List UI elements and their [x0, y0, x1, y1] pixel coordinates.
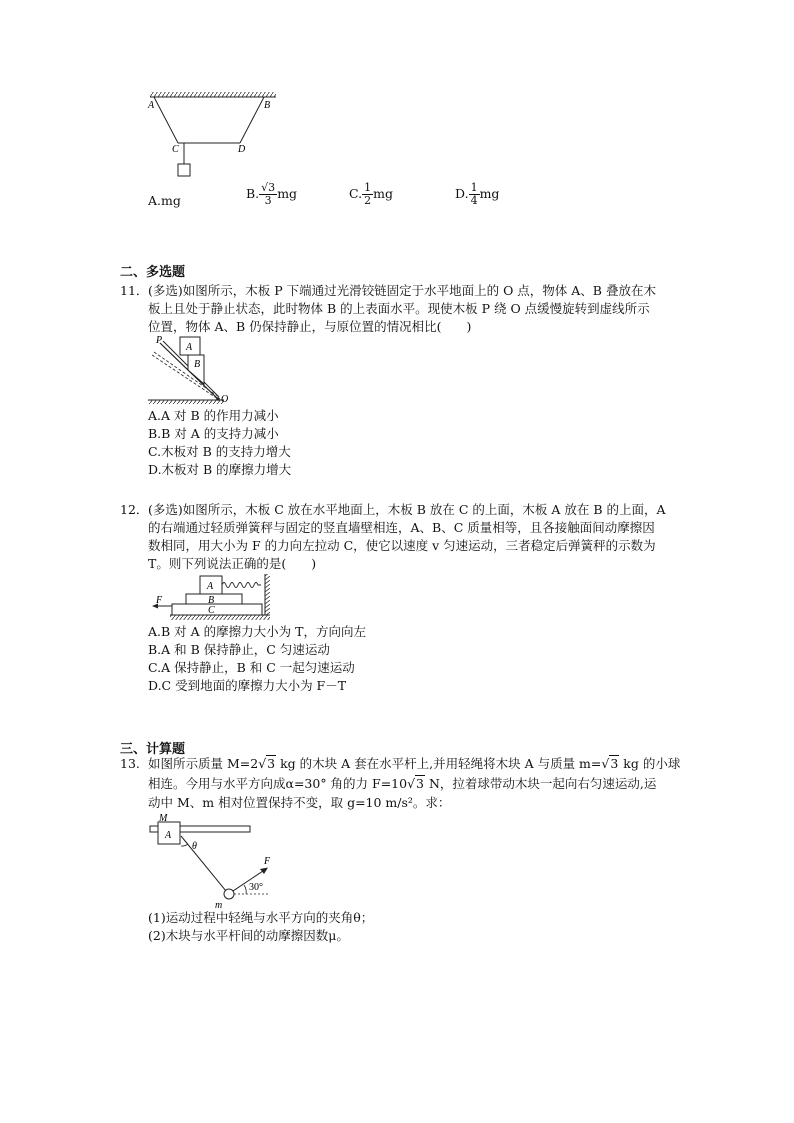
option-prefix: B. — [246, 186, 260, 201]
q10-option-a: A.mg — [148, 193, 181, 208]
board-dashed — [152, 355, 218, 399]
q10-option-d — [455, 182, 499, 207]
label-m-top: M — [159, 813, 168, 824]
text-run: N，拉着球带动木块一起向右匀速运动,运 — [425, 776, 657, 791]
label-c: C — [208, 605, 215, 616]
board-c — [172, 604, 262, 615]
q13-line-2: 相连。今用与水平方向成α=30° 角的力 F=10√3 N，拉着球带动木块一起向右匀速运动,运 — [148, 776, 657, 791]
frac-den: 2 — [364, 194, 372, 207]
label-b: B — [194, 359, 201, 370]
ceiling — [150, 92, 276, 97]
q11-line-3: 位置，物体 A、B 仍保持静止，与原位置的情况相比( ) — [148, 319, 472, 334]
q10-diagram — [140, 88, 290, 183]
rope-ac — [154, 97, 178, 143]
rope-db — [240, 97, 264, 143]
q13-sub-2: (2)木块与水平杆间的动摩擦因数μ。 — [148, 928, 349, 943]
label-m-bottom: m — [215, 900, 223, 910]
option-suffix: mg — [373, 186, 393, 201]
frac-num: 1 — [364, 181, 372, 194]
q13-line-1: 如图所示质量 M=2√3 kg 的木块 A 套在水平杆上,并用轻绳将木块 A 与质量 m=√3 kg 的小球 — [148, 756, 681, 771]
section-title-calculation: 三、计算题 — [120, 742, 186, 757]
label-b: B — [208, 595, 215, 606]
q12-number: 12． — [120, 502, 149, 517]
label-a: A — [148, 100, 155, 111]
label-theta: θ — [192, 841, 197, 852]
q12-option-b: B.A 和 B 保持静止，C 匀速运动 — [148, 642, 330, 657]
q12-line-3: 数相同，用大小为 F 的力向左拉动 C，使它以速度 v 匀速运动，三者稳定后弹簧秤的示数为 — [148, 538, 656, 553]
q12-diagram — [150, 572, 275, 622]
q12-option-a: A.B 对 A 的摩擦力大小为 T，方向向左 — [148, 624, 366, 639]
text-run: kg 的小球 — [619, 756, 681, 771]
frac-num: √3 — [261, 181, 276, 194]
label-b: B — [264, 100, 271, 111]
q13-sub-1: (1)运动过程中轻绳与水平方向的夹角θ； — [148, 910, 374, 925]
wall — [265, 574, 270, 615]
label-a: A — [165, 830, 172, 841]
ground — [148, 400, 224, 404]
q13-number: 13. — [120, 756, 140, 771]
q11-option-a: A.A 对 B 的作用力减小 — [148, 408, 279, 423]
q11-line-2: 板上且处于静止状态，此时物体 B 的上表面水平。现使木板 P 绕 O 点缓慢旋转到虚线所示 — [148, 301, 650, 316]
sqrt-radicand: 3 — [416, 776, 424, 791]
q12-line-4: T。则下列说法正确的是( ) — [148, 556, 317, 571]
label-p: P — [156, 335, 163, 346]
q12-line-1: (多选)如图所示，木板 C 放在水平地面上，木板 B 放在 C 的上面，木板 A 放在 B 的上面，A — [148, 502, 666, 517]
section-title-multi-choice: 二、多选题 — [120, 265, 186, 280]
q11-line-1: (多选)如图所示，木板 P 下端通过光滑铰链固定于水平地面上的 O 点，物体 A、B 叠放在木 — [148, 283, 656, 298]
label-o: O — [221, 394, 229, 405]
q11-number: 11． — [120, 283, 149, 298]
label-a: A — [186, 342, 193, 353]
q11-diagram — [146, 333, 236, 408]
label-angle: 30° — [249, 882, 263, 893]
text-run: kg 的木块 A 套在水平杆上,并用轻绳将木块 A 与质量 m= — [276, 756, 602, 771]
q11-option-b: B.B 对 A 的支持力减小 — [148, 426, 279, 441]
q11-option-d: D.木板对 B 的摩擦力增大 — [148, 462, 292, 477]
label-c: C — [172, 144, 179, 155]
label-f: F — [264, 856, 271, 867]
sqrt-radicand: 3 — [267, 756, 276, 771]
option-prefix: D. — [455, 186, 469, 201]
label-a: A — [207, 581, 214, 592]
q13-diagram — [148, 812, 278, 910]
q12-line-2: 的右端通过轻质弹簧秤与固定的竖直墙壁相连，A、B、C 质量相等，且各接触面间动摩擦因 — [148, 520, 655, 535]
option-prefix: C. — [349, 186, 363, 201]
text-run: 如图所示质量 M=2 — [148, 756, 259, 771]
q11-option-c: C.木板对 B 的支持力增大 — [148, 444, 291, 459]
label-f: F — [156, 595, 163, 606]
ball-m — [224, 889, 234, 899]
q13-line-3: 动中 M、m 相对位置保持不变，取 g=10 m/s²。求： — [148, 795, 451, 810]
frac-den: 3 — [264, 194, 272, 207]
q12-option-d: D.C 受到地面的摩擦力大小为 F－T — [148, 678, 347, 693]
option-suffix: mg — [277, 186, 298, 201]
frac-den: 4 — [470, 194, 478, 207]
q10-option-b — [246, 182, 297, 207]
label-d: D — [238, 144, 246, 155]
text-run: 相连。今用与水平方向成α=30° 角的力 F=10 — [148, 776, 408, 791]
ground — [170, 615, 270, 620]
q10-option-c — [349, 182, 393, 207]
spring — [222, 583, 261, 588]
frac-num: 1 — [470, 181, 478, 194]
option-suffix: mg — [479, 186, 500, 201]
q12-option-c: C.A 保持静止，B 和 C 一起匀速运动 — [148, 660, 355, 675]
sqrt-radicand: 3 — [610, 756, 619, 771]
hanging-weight — [178, 164, 190, 176]
